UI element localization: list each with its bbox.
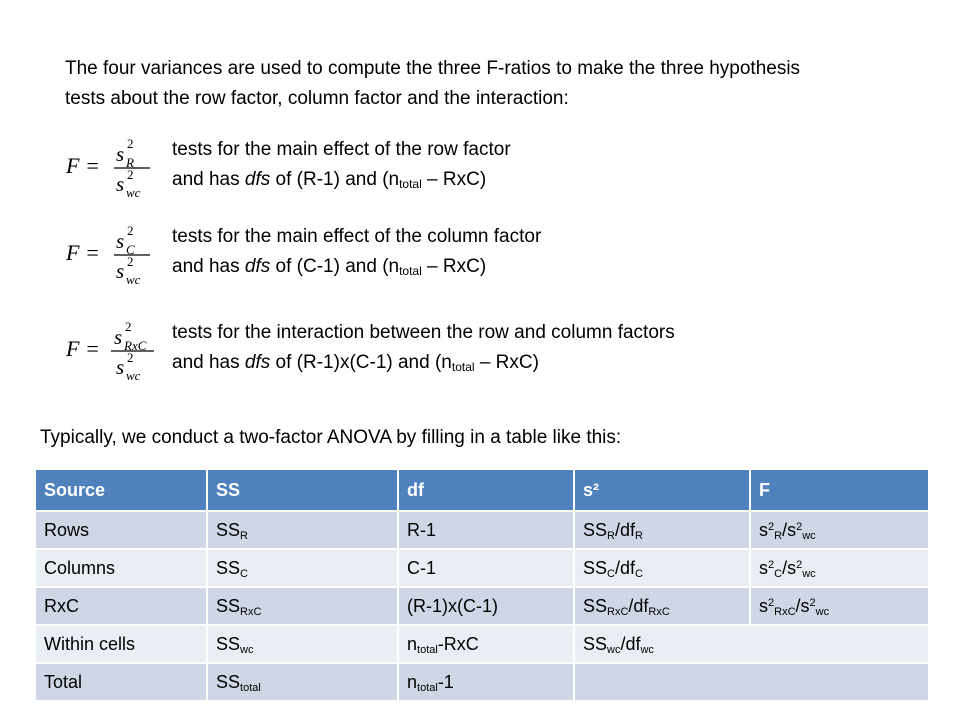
formula-den-s: s bbox=[116, 355, 125, 379]
table-row bbox=[36, 625, 929, 663]
cell-empty bbox=[574, 663, 929, 701]
subscript: total bbox=[417, 643, 438, 656]
formula-den-s: s bbox=[116, 259, 125, 283]
superscript: 2 bbox=[768, 558, 775, 571]
formula-num-sup: 2 bbox=[125, 319, 132, 334]
subscript: C bbox=[634, 567, 643, 580]
f-ratio-formula-interaction bbox=[64, 318, 174, 388]
formula-lhs: F = bbox=[66, 240, 100, 265]
cell-text: R-1 bbox=[407, 519, 437, 540]
cell-f bbox=[750, 549, 929, 587]
formula-num-sub: R bbox=[126, 155, 134, 170]
formula-den-sub: wc bbox=[126, 185, 141, 200]
table-row bbox=[36, 663, 929, 701]
cell-text: /s bbox=[795, 595, 810, 616]
header-df: df bbox=[398, 470, 574, 511]
formula-den-sup: 2 bbox=[127, 350, 134, 365]
formula-num-sub: RxC bbox=[124, 338, 147, 353]
formula-num-s: s bbox=[114, 325, 123, 349]
table-row bbox=[36, 549, 929, 587]
cell-text: s bbox=[759, 519, 768, 540]
intro-line-1: The four variances are used to compute the three F-ratios to make the three hypothesis bbox=[65, 58, 801, 79]
cell-ss bbox=[207, 663, 398, 701]
cell-s2 bbox=[574, 625, 929, 663]
cell-source bbox=[36, 511, 207, 549]
cell-text: /df bbox=[628, 595, 649, 616]
subscript-total: total bbox=[399, 177, 422, 191]
header-s2: s² bbox=[574, 470, 750, 511]
formula-den-sub: wc bbox=[126, 368, 141, 383]
table-header-row bbox=[36, 470, 929, 511]
cell-ss bbox=[207, 549, 398, 587]
cell-source bbox=[36, 663, 207, 701]
cell-df bbox=[398, 625, 574, 663]
cell-source bbox=[36, 625, 207, 663]
formula-lhs: F = bbox=[66, 153, 100, 178]
subscript-total: total bbox=[451, 360, 475, 374]
text-part: and has bbox=[172, 352, 245, 373]
subscript: RxC bbox=[607, 605, 629, 618]
header-f: F bbox=[750, 470, 929, 511]
test-line-2 bbox=[172, 165, 511, 195]
cell-text: SS bbox=[583, 519, 608, 540]
superscript: 2 bbox=[809, 596, 816, 609]
text-part: – RxC) bbox=[421, 169, 487, 190]
f-ratio-formula-column bbox=[64, 222, 164, 292]
cell-text: SS bbox=[583, 595, 608, 616]
cell-s2 bbox=[574, 549, 750, 587]
cell-source bbox=[36, 587, 207, 625]
cell-text: /df bbox=[614, 557, 635, 578]
subscript: wc bbox=[240, 643, 254, 656]
subscript: C bbox=[240, 567, 248, 580]
test-description bbox=[172, 135, 511, 195]
subscript: R bbox=[240, 529, 248, 542]
cell-text: C-1 bbox=[407, 557, 437, 578]
cell-text: -RxC bbox=[437, 633, 479, 654]
formula-den-s: s bbox=[116, 172, 125, 196]
intro-line-2: tests about the row factor, column factor and the interaction: bbox=[65, 88, 569, 109]
dfs-italic: dfs bbox=[244, 256, 271, 277]
text-part: of (C-1) and (n bbox=[270, 256, 400, 277]
subscript: C bbox=[774, 567, 783, 580]
superscript: 2 bbox=[768, 520, 775, 533]
subscript: RxC bbox=[240, 605, 262, 618]
cell-df bbox=[398, 549, 574, 587]
subscript: total bbox=[417, 681, 438, 694]
dfs-italic: dfs bbox=[244, 352, 271, 373]
cell-s2 bbox=[574, 511, 750, 549]
cell-text: Columns bbox=[44, 557, 116, 578]
test-line-1: tests for the interaction between the row and column factors bbox=[172, 322, 675, 343]
subscript: R bbox=[634, 529, 643, 542]
cell-f bbox=[750, 511, 929, 549]
intro-paragraph bbox=[65, 54, 935, 114]
test-description bbox=[172, 318, 675, 378]
formula-num-sup: 2 bbox=[127, 223, 134, 238]
text-part: – RxC) bbox=[474, 352, 539, 373]
cell-text: RxC bbox=[44, 595, 79, 616]
text-part: of (R-1) and (n bbox=[270, 169, 400, 190]
test-line-2 bbox=[172, 252, 541, 282]
cell-text: -1 bbox=[437, 671, 454, 692]
subscript: R bbox=[607, 529, 615, 542]
cell-text: n bbox=[407, 633, 418, 654]
cell-text: SS bbox=[583, 557, 608, 578]
table-row bbox=[36, 587, 929, 625]
cell-df bbox=[398, 511, 574, 549]
cell-df bbox=[398, 663, 574, 701]
cell-ss bbox=[207, 587, 398, 625]
table-intro-text: Typically, we conduct a two-factor ANOVA by filling in a table like this: bbox=[40, 427, 622, 448]
cell-text: s bbox=[759, 557, 768, 578]
formula-den-sub: wc bbox=[126, 272, 141, 287]
cell-text: SS bbox=[216, 633, 241, 654]
cell-source bbox=[36, 549, 207, 587]
cell-text: Within cells bbox=[44, 633, 136, 654]
cell-text: SS bbox=[216, 595, 241, 616]
subscript: wc bbox=[640, 643, 654, 656]
formula-den-sup: 2 bbox=[127, 167, 134, 182]
f-ratio-formula-row bbox=[64, 135, 164, 205]
subscript: C bbox=[607, 567, 615, 580]
dfs-italic: dfs bbox=[244, 169, 271, 190]
superscript: 2 bbox=[768, 596, 775, 609]
cell-text: /df bbox=[620, 633, 641, 654]
cell-text: n bbox=[407, 671, 418, 692]
cell-ss bbox=[207, 625, 398, 663]
test-line-2 bbox=[172, 348, 675, 378]
subscript: wc bbox=[802, 529, 816, 542]
cell-text: /df bbox=[614, 519, 635, 540]
subscript: R bbox=[774, 529, 783, 542]
cell-text: s bbox=[759, 595, 768, 616]
cell-text: /s bbox=[782, 519, 797, 540]
subscript: wc bbox=[802, 567, 816, 580]
formula-lhs: F = bbox=[66, 336, 100, 361]
formula-num-sup: 2 bbox=[127, 136, 134, 151]
text-part: and has bbox=[172, 256, 245, 277]
subscript: RxC bbox=[648, 605, 670, 618]
text-part: of (R-1)x(C-1) and (n bbox=[270, 352, 452, 373]
header-ss: SS bbox=[207, 470, 398, 511]
anova-table bbox=[36, 470, 930, 702]
test-line-1: tests for the main effect of the column factor bbox=[172, 226, 542, 247]
cell-text: SS bbox=[216, 557, 241, 578]
cell-text: SS bbox=[216, 671, 241, 692]
test-line-1: tests for the main effect of the row factor bbox=[172, 139, 511, 160]
formula-den-sup: 2 bbox=[127, 254, 134, 269]
header-source: Source bbox=[36, 470, 207, 511]
text-part: and has bbox=[172, 169, 245, 190]
subscript: wc bbox=[607, 643, 621, 656]
cell-text: (R-1)x(C-1) bbox=[407, 595, 498, 616]
cell-text: Rows bbox=[44, 519, 90, 540]
formula-num-s: s bbox=[116, 229, 125, 253]
subscript: RxC bbox=[774, 605, 796, 618]
cell-text: Total bbox=[44, 671, 83, 692]
cell-ss bbox=[207, 511, 398, 549]
table-row bbox=[36, 511, 929, 549]
cell-text: /s bbox=[782, 557, 797, 578]
cell-text: SS bbox=[216, 519, 241, 540]
cell-df bbox=[398, 587, 574, 625]
formula-num-s: s bbox=[116, 142, 125, 166]
subscript: wc bbox=[815, 605, 830, 618]
superscript: 2 bbox=[796, 558, 803, 571]
cell-s2 bbox=[574, 587, 750, 625]
superscript: 2 bbox=[796, 520, 803, 533]
subscript-total: total bbox=[399, 264, 422, 278]
formula-num-sub: C bbox=[126, 242, 135, 257]
cell-text: SS bbox=[583, 633, 608, 654]
text-part: – RxC) bbox=[421, 256, 487, 277]
test-description bbox=[172, 222, 541, 282]
subscript: total bbox=[240, 681, 261, 694]
cell-f bbox=[750, 587, 929, 625]
